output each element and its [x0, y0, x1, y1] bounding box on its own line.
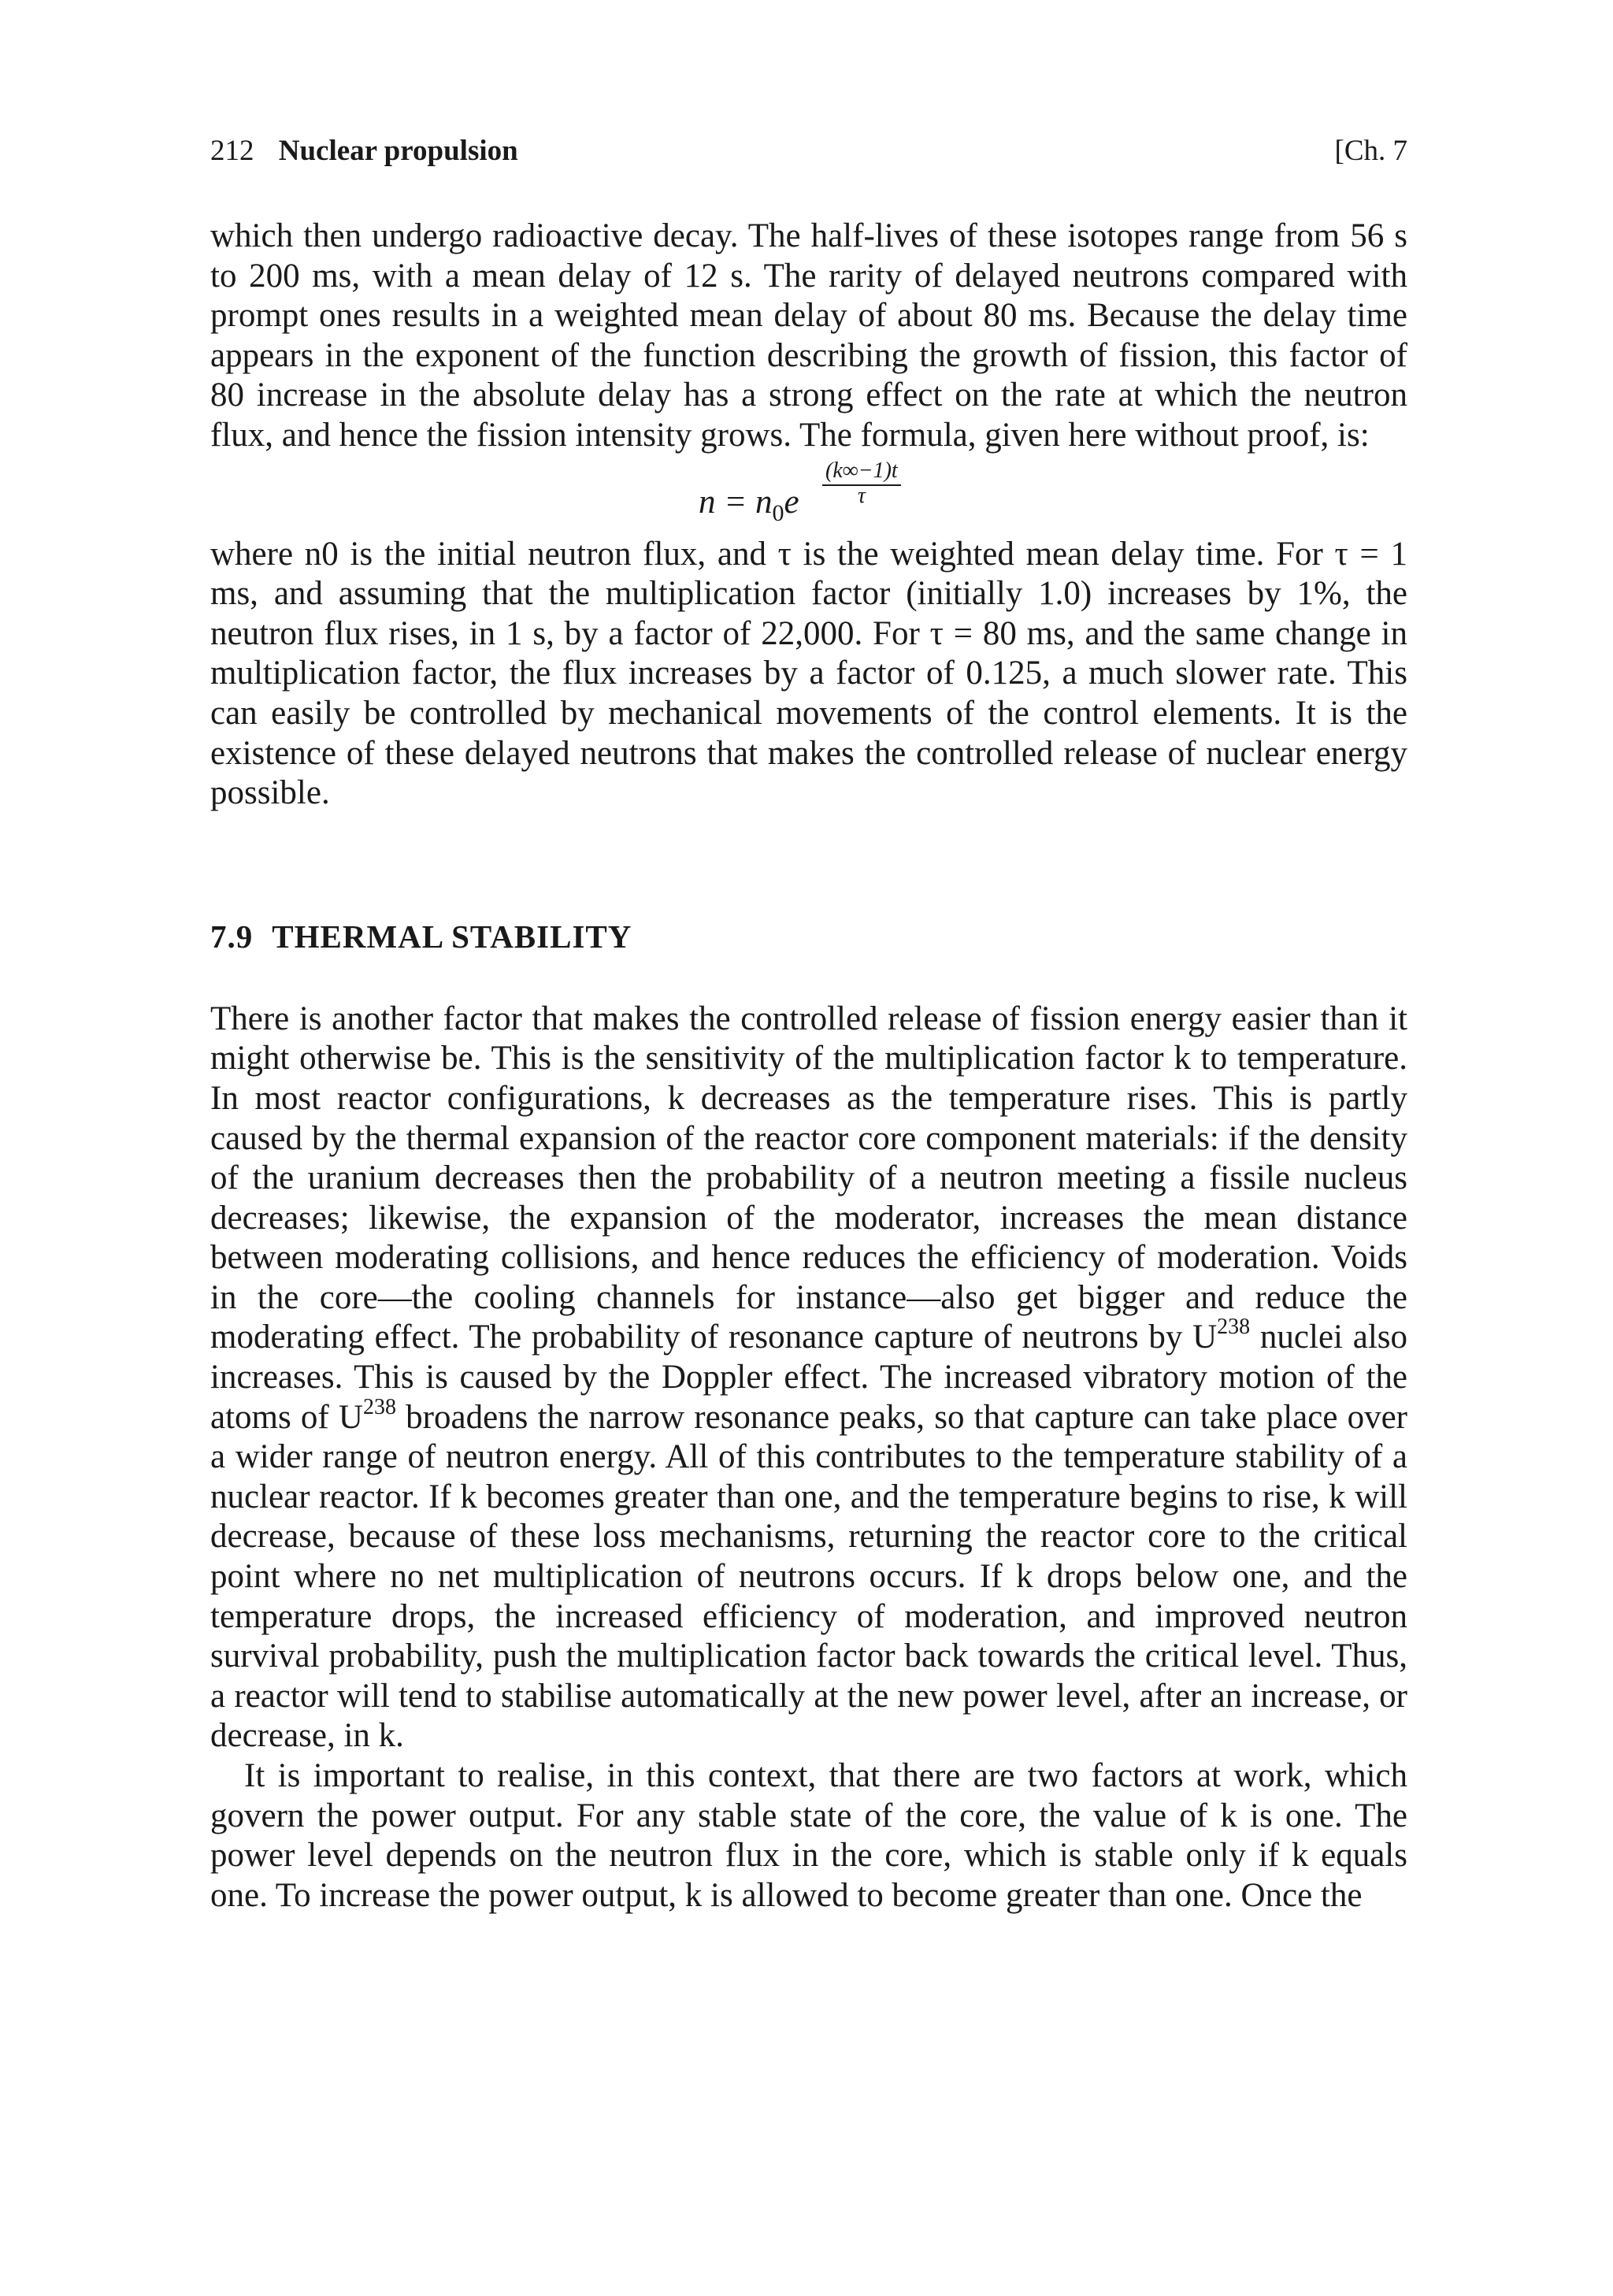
- paragraph-part-a: There is another factor that makes the controlled release of fission energy easier than it might otherwise be. This is the sensitivity of the multiplication factor k to temperature. In most reactor configurations, k decreases as the temperature rises. This is partly caused by the thermal expansion of the reactor core component materials: if the density of the uranium decreases then the probability of a neutron meeting a fissile nucleus decreases; likewise, the expansion of the moderator, increases the mean distance between moderating collisions, and hence reduces the efficiency of moderation. Voids in the core—the cooling channels for instance—also get bigger and reduce the moderating effect. The probability of resonance capture of neutrons by U: [210, 1000, 1407, 1356]
- formula-subscript: 0: [772, 499, 784, 526]
- page: [210, 134, 1407, 1916]
- superscript-238: 238: [362, 1394, 396, 1419]
- chapter-label: [Ch. 7: [1334, 135, 1407, 167]
- page-number: 212: [210, 135, 254, 167]
- formula-lhs: n = n: [699, 483, 773, 521]
- section-title: THERMAL STABILITY: [272, 918, 632, 955]
- paragraph-delayed-neutrons: which then undergo radioactive decay. The half-lives of these isotopes range from 56 s to 200 ms, with a mean delay of 12 s. The rarity of delayed neutrons compared with prompt ones results in a weighted mean delay of about 80 ms. Because the delay time appears in the exponent of the function describing the growth of fission, this factor of 80 increase in the absolute delay has a strong effect on the rate at which the neutron flux, and hence the fission intensity grows. The formula, given here without proof, is:: [210, 217, 1407, 454]
- paragraph-formula-explanation: where n0 is the initial neutron flux, and τ is the weighted mean delay time. For τ = 1 ms, and assuming that the multiplication factor (initially 1.0) increases by 1%, the neutron flux rises, in 1 s, by a factor of 22,000. For τ = 80 ms, and the same change in multiplication factor, the flux increases by a factor of 0.125, a much slower rate. This can easily be controlled by mechanical movements of the control elements. It is the existence of these delayed neutrons that makes the controlled release of nuclear energy possible.: [210, 535, 1407, 812]
- running-head: [210, 134, 1407, 181]
- paragraph-part-c: broadens the narrow resonance peaks, so that capture can take place over a wider range of neutron energy. All of this contributes to the temperature stability of a nuclear reactor. If k becomes greater than one, and the temperature begins to rise, k will decrease, because of these loss mechanisms, returning the reactor core to the critical point where no net multiplication of neutrons occurs. If k drops below one, and the temperature drops, the increased efficiency of moderation, and improved neutron survival probability, push the multiplication factor back towards the critical level. Thus, a reactor will tend to stabilise automatically at the new power level, after an increase, or decrease, in k.: [210, 1398, 1408, 1755]
- formula-exponent: [822, 459, 901, 506]
- exponent-numerator: (k∞−1)t: [822, 459, 901, 486]
- paragraph-part-b: nuclei also increases. This is caused by the Doppler effect. The increased vibratory motion of the atoms of U: [210, 1319, 1407, 1436]
- section-heading: [210, 918, 1407, 957]
- superscript-238: 238: [1217, 1315, 1251, 1340]
- flux-formula: [210, 453, 1407, 535]
- paragraph-power-output: It is important to realise, in this context, that there are two factors at work, which govern the power output. For any stable state of the core, the value of k is one. The power level depends on the neutron flux in the core, which is stable only if k equals one. To increase the power output, k is allowed to become greater than one. Once the: [210, 1757, 1407, 1914]
- formula-base: e: [784, 483, 799, 521]
- book-section-title: Nuclear propulsion: [278, 135, 518, 167]
- paragraph-thermal-stability: [210, 1000, 1407, 1756]
- section-number: 7.9: [210, 918, 254, 955]
- running-head-left: [210, 134, 518, 168]
- exponent-denominator: τ: [857, 483, 866, 508]
